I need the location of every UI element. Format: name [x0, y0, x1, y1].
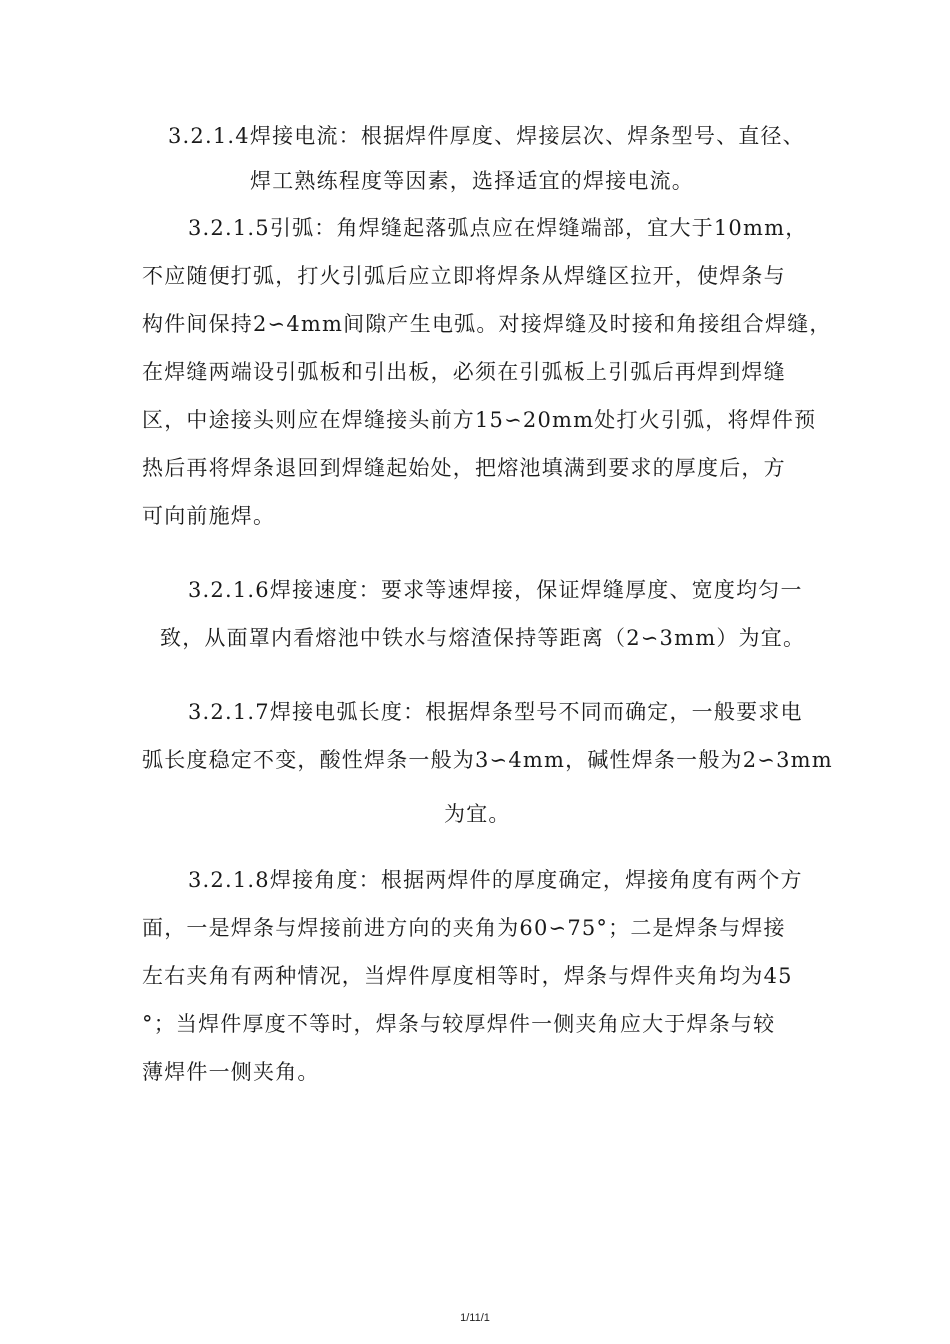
paragraph-3-2-1-5-line-5: 区，中途接头则应在焊缝接头前方15∽20mm处打火引弧，将焊件预 [142, 408, 817, 432]
paragraph-3-2-1-8-line-2: 面，一是焊条与焊接前进方向的夹角为60∽75°；二是焊条与焊接 [142, 916, 786, 940]
paragraph-3-2-1-5-line-3: 构件间保持2∽4mm间隙产生电弧。对接焊缝及时接和角接组合焊缝， [142, 312, 832, 336]
paragraph-3-2-1-8-line-5: 薄焊件一侧夹角。 [142, 1060, 320, 1084]
page-number: 1/11/1 [460, 1312, 490, 1324]
paragraph-3-2-1-5-line-6: 热后再将焊条退回到焊缝起始处，把熔池填满到要求的厚度后，方 [142, 456, 786, 480]
paragraph-3-2-1-7-line-1: 3.2.1.7焊接电弧长度：根据焊条型号不同而确定，一般要求电 [188, 700, 803, 724]
paragraph-3-2-1-6-line-1: 3.2.1.6焊接速度：要求等速焊接，保证焊缝厚度、宽度均匀一 [188, 578, 803, 602]
paragraph-3-2-1-5-line-4: 在焊缝两端设引弧板和引出板，必须在引弧板上引弧后再焊到焊缝 [142, 360, 786, 384]
paragraph-3-2-1-5-line-2: 不应随便打弧，打火引弧后应立即将焊条从焊缝区拉开，使焊条与 [142, 264, 786, 288]
paragraph-3-2-1-6-line-2: 致，从面罩内看熔池中铁水与熔渣保持等距离（2∽3mm）为宜。 [160, 626, 806, 650]
paragraph-3-2-1-5-line-1: 3.2.1.5引弧：角焊缝起落弧点应在焊缝端部，宜大于10mm， [188, 216, 808, 240]
paragraph-3-2-1-4-line-1: 3.2.1.4焊接电流：根据焊件厚度、焊接层次、焊条型号、直径、 [168, 124, 805, 148]
paragraph-3-2-1-8-line-4: °；当焊件厚度不等时，焊条与较厚焊件一侧夹角应大于焊条与较 [142, 1012, 776, 1036]
paragraph-3-2-1-7-line-2: 弧长度稳定不变，酸性焊条一般为3∽4mm，碱性焊条一般为2∽3mm [142, 748, 833, 772]
paragraph-3-2-1-7-line-3: 为宜。 [444, 802, 511, 826]
paragraph-3-2-1-4-line-2: 焊工熟练程度等因素，选择适宜的焊接电流。 [250, 169, 694, 193]
paragraph-3-2-1-8-line-3: 左右夹角有两种情况，当焊件厚度相等时，焊条与焊件夹角均为45 [142, 964, 793, 988]
paragraph-3-2-1-8-line-1: 3.2.1.8焊接角度：根据两焊件的厚度确定，焊接角度有两个方 [188, 868, 803, 892]
paragraph-3-2-1-5-line-7: 可向前施焊。 [142, 504, 276, 528]
